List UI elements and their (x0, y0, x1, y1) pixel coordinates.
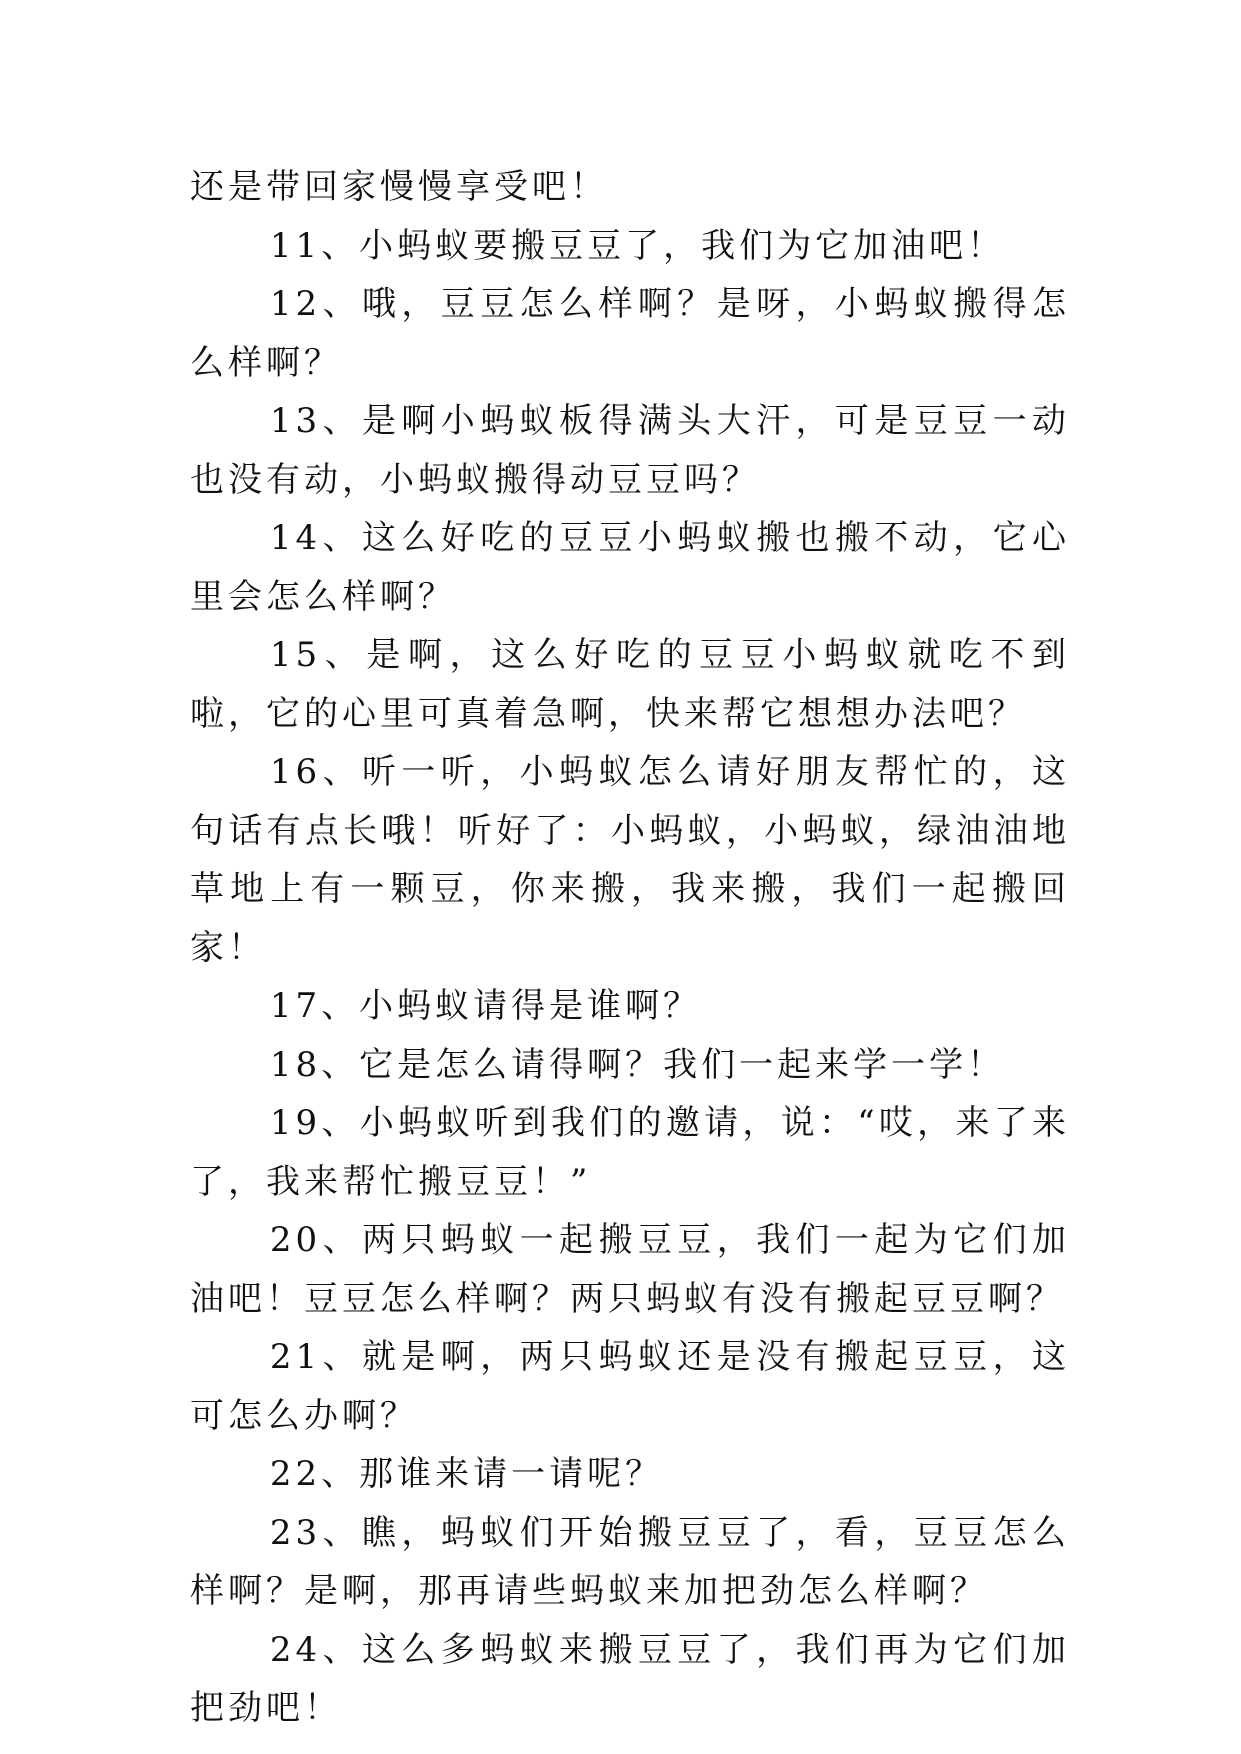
paragraph-20: 20、两只蚂蚁一起搬豆豆，我们一起为它们加油吧！豆豆怎么样啊？两只蚂蚁有没有搬起豆豆啊？ (190, 1220, 1070, 1319)
paragraph-21: 21、就是啊，两只蚂蚁还是没有搬起豆豆，这可怎么办啊？ (190, 1337, 1070, 1436)
paragraph-23: 23、瞧，蚂蚁们开始搬豆豆了，看，豆豆怎么样啊？是啊，那再请些蚂蚁来加把劲怎么样啊？ (190, 1512, 1070, 1611)
paragraph-14: 14、这么好吃的豆豆小蚂蚁搬也搬不动，它心里会怎么样啊？ (190, 518, 1070, 617)
paragraph-18: 18、它是怎么请得啊？我们一起来学一学！ (269, 1044, 1006, 1085)
paragraph-17: 17、小蚂蚁请得是谁啊？ (269, 986, 702, 1026)
paragraph-11: 11、小蚂蚁要搬豆豆了，我们为它加油吧！ (269, 225, 1006, 266)
paragraph-15: 15、是啊，这么好吃的豆豆小蚂蚁就吃不到啦，它的心里可真着急啊，快来帮它想想办法吧？ (190, 635, 1070, 734)
document-body (190, 158, 1070, 1738)
paragraph-22: 22、那谁来请一请呢？ (269, 1454, 664, 1494)
paragraph-13: 13、是啊小蚂蚁板得满头大汗，可是豆豆一动也没有动，小蚂蚁搬得动豆豆吗？ (190, 401, 1070, 500)
paragraph-24: 24、这么多蚂蚁来搬豆豆了，我们再为它们加把劲吧！ (190, 1629, 1070, 1728)
paragraph-19: 19、小蚂蚁听到我们的邀请，说：“哎，来了来了，我来帮忙搬豆豆！” (190, 1103, 1070, 1202)
paragraph-16: 16、听一听，小蚂蚁怎么请好朋友帮忙的，这句话有点长哦！听好了：小蚂蚁，小蚂蚁，绿油油地草地上有一颗豆，你来搬，我来搬，我们一起搬回家！ (190, 752, 1070, 968)
paragraph-12: 12、哦，豆豆怎么样啊？是呀，小蚂蚁搬得怎么样啊？ (190, 284, 1070, 383)
paragraph-continuation: 还是带回家慢慢享受吧！ (190, 167, 608, 207)
